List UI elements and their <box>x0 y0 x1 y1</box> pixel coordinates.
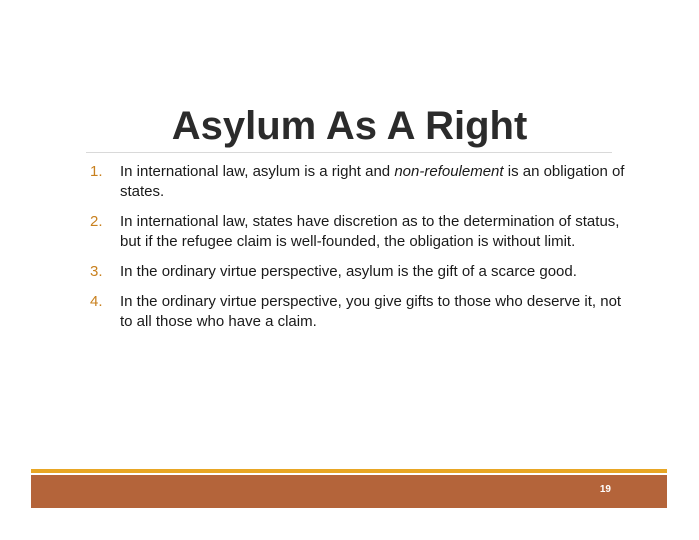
footer-band <box>31 475 667 508</box>
slide-title: Asylum As A Right <box>171 104 528 148</box>
list-item <box>86 162 626 202</box>
list-item-number: 2. <box>90 213 103 230</box>
list-item-text: In the ordinary virtue perspective, you give gifts to those who deserve it, not to all those who have a claim. <box>120 293 622 330</box>
list-item-text-start: In international law, asylum is a right and <box>120 163 395 180</box>
list-item-text-end: is an obligation of states. <box>120 163 625 200</box>
list-item-number: 4. <box>90 293 103 310</box>
list-item-text: In international law, states have discretion as to the determination of status, but if the refugee claim is well-founded, the obligation is without limit. <box>120 213 620 250</box>
list-item-emphasis: non-refoulement <box>394 163 504 180</box>
numbered-list <box>86 162 626 342</box>
list-item <box>86 212 626 252</box>
list-item-text: In the ordinary virtue perspective, asylum is the gift of a scarce good. <box>120 263 577 280</box>
list-item-number: 3. <box>90 263 103 280</box>
list-item <box>86 262 626 282</box>
footer-accent-line <box>31 469 667 473</box>
title-divider <box>86 152 612 153</box>
list-item-text <box>120 163 624 200</box>
list-item <box>86 292 626 332</box>
list-item-number: 1. <box>90 163 103 180</box>
page-number: 19 <box>599 484 611 495</box>
